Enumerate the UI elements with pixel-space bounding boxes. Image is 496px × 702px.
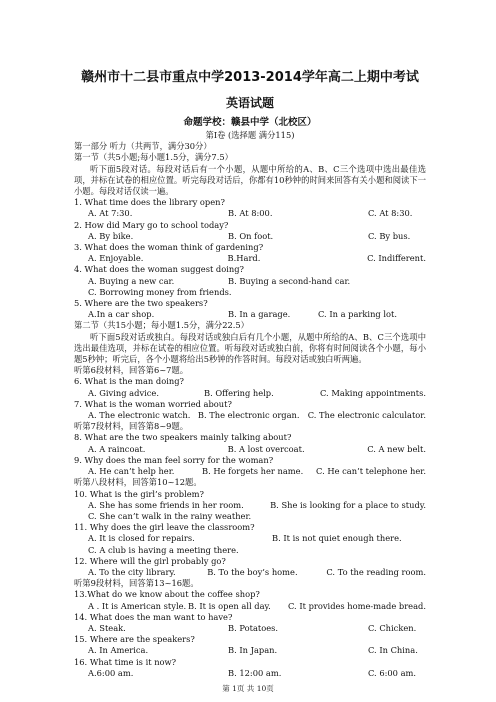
question-options [74, 500, 426, 511]
option-b: B. It is open all day. [188, 600, 271, 611]
option-a: A. He can’t help her. [88, 466, 175, 477]
question-text: 8. What are the two speakers mainly talking about? [74, 432, 292, 443]
option-a: A. At 7:30. [88, 208, 133, 219]
question-options [74, 208, 426, 219]
question-text: 3. What does the woman think of gardening? [74, 242, 264, 253]
option-a: A. A raincoat. [88, 443, 146, 454]
option-c: C. The electronic calculator. [307, 410, 426, 421]
exam-subtitle: 英语试题 [225, 96, 274, 110]
option-a: A. It is closed for repairs. [88, 533, 195, 544]
material-note: 听第9段材料，回答第13~16题。 [74, 578, 199, 589]
question-text: 7. What is the woman worried about? [74, 398, 232, 409]
page-content [74, 70, 426, 679]
option-c: C. Chicken. [368, 622, 417, 633]
option-a: A. Buying a new car. [88, 275, 175, 286]
question-text: 6. What is the man doing? [74, 376, 184, 387]
option-a: A. She has some friends in her room. [88, 499, 244, 510]
part-heading: 第一部分 听力（共两节，满分30分） [74, 141, 212, 152]
option-b: B. Buying a second-hand car. [228, 275, 351, 286]
option-b: B. She is looking for a place to study. [270, 499, 426, 510]
question-text: 16. What time is it now? [74, 656, 177, 667]
option-b: B. The electronic organ. [197, 410, 300, 421]
option-c: C. Borrowing money from friends. [88, 286, 232, 297]
question-text: 1. What time does the library open? [74, 197, 225, 208]
option-a: A.6:00 am. [88, 667, 134, 678]
option-c: C. Indifferent. [367, 253, 426, 264]
option-c: C. At 8:30. [368, 208, 413, 219]
option-a: A. Giving advice. [88, 387, 159, 398]
option-c: C. She can’t walk in the rainy weather. [88, 510, 252, 521]
exam-title: 赣州市十二县市重点中学2013-2014学年高二上期中考试 [81, 70, 419, 85]
question-options [74, 231, 426, 242]
question-options [74, 388, 426, 399]
option-c: C. It provides home-made bread. [288, 600, 426, 611]
material-note: 听第6段材料，回答第6~7题。 [74, 365, 189, 376]
question-options [74, 410, 426, 421]
option-c: C. A club is having a meeting there. [88, 544, 239, 555]
question-text: 5. Where are the two speakers? [74, 298, 208, 309]
page-number: 第 1页 共 10页 [222, 684, 274, 693]
option-b: B.Hard. [227, 253, 261, 264]
section-instructions: 听下面5段对话或独白。每段对话或独白后有几个小题，从题中所给的A、B、C三个选项中选出最佳选项，并标在试卷的相应位置。听每段对话或独白前，你将有时间阅读各个小题，每小题5秒钟；听完后，各个小题将给出5秒钟的作答时间。每段对话或独白听两遍。 [74, 331, 426, 365]
setting-school: 命题学校：赣县中学（北校区） [183, 117, 317, 128]
option-b: B. To the boy’s home. [207, 566, 298, 577]
option-a: A. Steak. [88, 622, 126, 633]
material-note: 听第7段材料，回答第8~9题。 [74, 421, 189, 432]
option-c: C. Making appointments. [320, 387, 426, 398]
option-a: A. By bike. [88, 230, 134, 241]
option-c: C. By bus. [368, 230, 411, 241]
option-b: B. Offering help. [204, 387, 274, 398]
section-heading: 第二节（共15小题；每小题1.5分，满分22.5） [74, 320, 249, 331]
option-b: B. In a garage. [228, 309, 291, 320]
question-options [74, 466, 426, 477]
option-b: B. A lost overcoat. [227, 443, 305, 454]
question-options [74, 623, 426, 634]
option-a: A.In a car shop. [88, 309, 155, 320]
option-c: C. In a parking lot. [318, 309, 397, 320]
option-a: A. The electronic watch. [88, 410, 191, 421]
option-b: B. It is not quiet enough there. [272, 533, 402, 544]
question-options [74, 533, 426, 544]
option-c: C. 6:00 am. [368, 667, 417, 678]
option-b: B. On foot. [228, 230, 274, 241]
volume-heading: 第Ⅰ卷 (选择题 满分115) [205, 130, 295, 140]
option-b: B. 12:00 am. [228, 667, 282, 678]
option-a: A. Enjoyable. [88, 253, 144, 264]
option-c: C. To the reading room. [326, 566, 426, 577]
question-options [74, 444, 426, 455]
question-text: 15. Where are the speakers? [74, 634, 195, 645]
question-options [74, 309, 426, 320]
question-text: 10. What is the girl’s problem? [74, 488, 204, 499]
question-options [74, 567, 426, 578]
option-c: C. He can’t telephone her. [316, 466, 426, 477]
question-options [74, 276, 426, 287]
material-note: 听第八段材料，回答第10~12题。 [74, 477, 202, 488]
option-b: B. Potatoes. [228, 622, 279, 633]
question-options [74, 601, 426, 612]
option-a: A. To the city library. [88, 566, 176, 577]
option-a: A . It is American style. [88, 600, 187, 611]
question-text: 13.What do we know about the coffee shop? [74, 589, 260, 600]
option-b: B. At 8:00. [228, 208, 273, 219]
option-c: C. A new belt. [367, 443, 426, 454]
option-c: C. In China. [368, 645, 418, 656]
section-heading: 第一节（共5小题;每小题1.5分，满分7.5） [74, 152, 233, 163]
question-text: 2. How did Mary go to school today? [74, 219, 229, 230]
question-text: 9. Why does the man feel sorry for the woman? [74, 454, 274, 465]
question-text: 12. Where will the girl probably go? [74, 555, 226, 566]
option-a: A. In America. [88, 645, 149, 656]
section-instructions: 听下面5段对话。每段对话后有一个小题，从题中所给的A、B、C三个选项中选出最佳选项，并标在试卷的相应位置。听完每段对话后，你都有10秒钟的时间来回答有关小题和阅读下一小题。每段对话仅读一遍。 [74, 163, 426, 197]
question-options [74, 645, 426, 656]
question-text: 4. What does the woman suggest doing? [74, 264, 244, 275]
question-options [74, 253, 426, 264]
option-b: B. In Japan. [228, 645, 278, 656]
question-options [74, 668, 426, 679]
question-text: 11. Why does the girl leave the classroom? [74, 522, 255, 533]
option-b: B. He forgets her name. [202, 466, 304, 477]
question-text: 14. What does the man want to have? [74, 611, 233, 622]
